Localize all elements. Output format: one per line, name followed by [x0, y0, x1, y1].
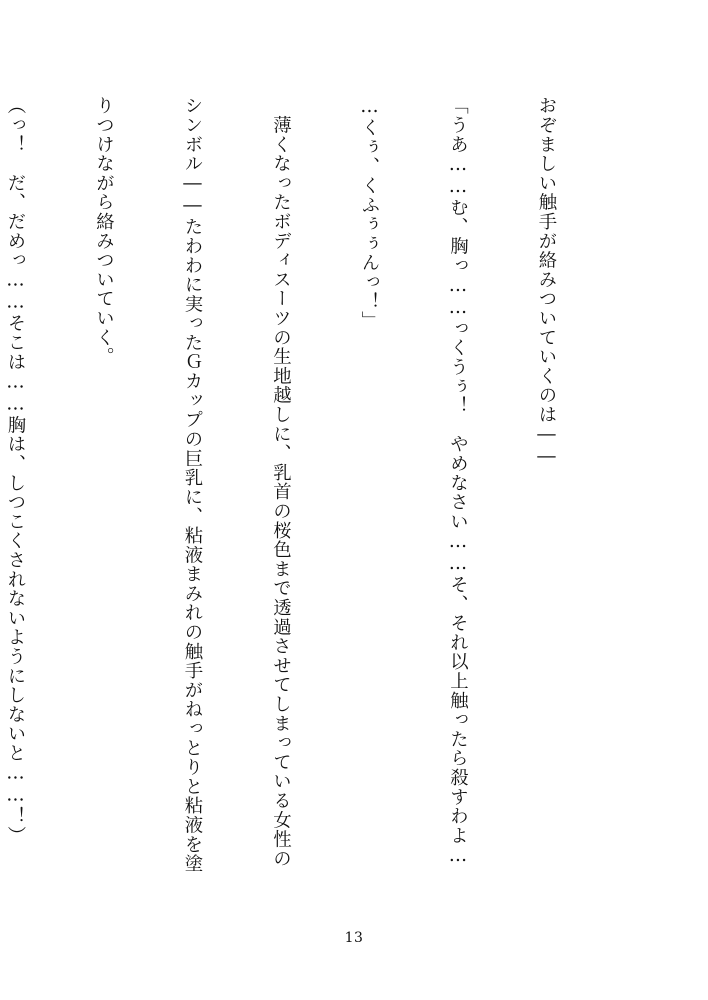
page-number: 13 — [344, 930, 364, 946]
text-line: シンボル――たわわに実ったＧカップの巨乳に、粘液まみれの触手がねっとりと粘液を塗 — [182, 96, 203, 874]
text-line: …くぅ、くふぅぅんっ！」 — [359, 96, 380, 331]
text-line: 「うあ……む、胸っ……っくうぅ！ やめなさい……そ、それ以上触ったら殺すわよ… — [447, 96, 469, 867]
text-line: （っ！ だ、だめっ……そこは……胸は、しつこくされないようにしないと……！） — [5, 96, 26, 845]
vertical-text-body — [0, 96, 620, 876]
text-line: 薄くなったボディスーツの生地越しに、乳首の桜色まで透過させてしまっている女性の — [270, 96, 292, 868]
text-line: おぞましい触手が絡みついていくのは―― — [536, 96, 557, 468]
text-line: りつけながら絡みついていく。 — [93, 96, 115, 367]
